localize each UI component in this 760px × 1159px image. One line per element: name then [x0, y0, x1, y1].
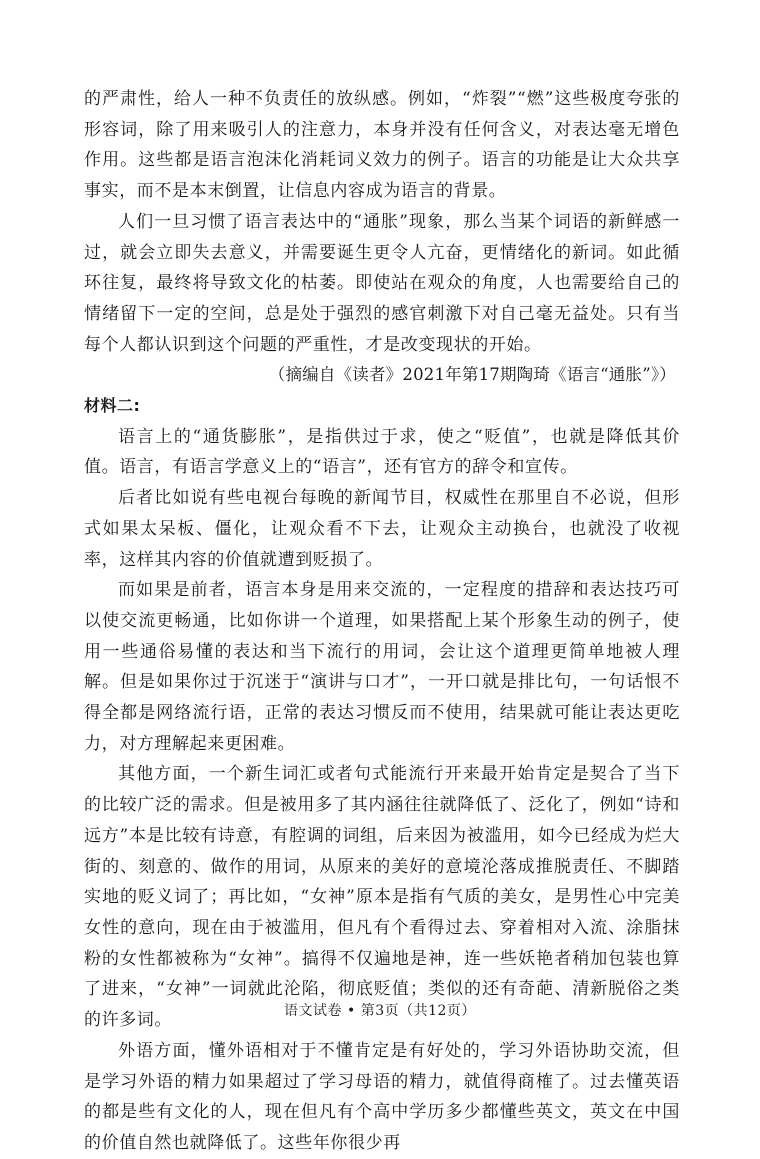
material2-paragraph-4: 其他方面，一个新生词汇或者句式能流行开来最开始肯定是契合了当下的比较广泛的需求。但是被用多了其内涵往往就降低了、泛化了，例如“诗和远方”本是比较有诗意，有腔调的词组，后来因为被滥用，如今已经成为烂大街的、刻意的、做作的用词，从原来的美好的意境沦落成推脱责任、不脚踏实地的贬义词了；再比如，“女神”原本是指有气质的美女，是男性心中完美女性的意向，现在由于被滥用，但凡有个看得过去、穿着相对入流、涂脂抹粉的女性都被称为“女神”。搞得不仅遍地是神，连一些妖艳者稍加包装也算了进来，“女神”一词就此沦陷，彻底贬值；类似的还有奇葩、清新脱俗之类的许多词。 — [84, 764, 680, 1031]
material1-paragraph-2: 人们一旦习惯了语言表达中的“通胀”现象，那么当某个词语的新鲜感一过，就会立即失去意义，并需要诞生更令人亢奋，更情绪化的新词。如此循环往复，最终将导致文化的枯萎。即使站在观众的角度，人也需要给自己的情绪留下一定的空间，总是处于强烈的感官刺激下对自己毫无益处。只有当每个人都认识到这个问题的严重性，才是改变现状的开始。 — [84, 211, 680, 355]
material2-paragraph-1: 语言上的“通货膨胀”，是指供过于求，使之“贬值”，也就是降低其价值。语言，有语言学意义上的“语言”，还有官方的辞令和宣传。 — [84, 426, 680, 478]
exam-page-body — [84, 84, 680, 1159]
material1-source: （摘编自《读者》2021年第17期陶琦《语言“通胀”》） — [268, 365, 676, 385]
material2-paragraph-2: 后者比如说有些电视台每晚的新闻节目，权威性在那里自不必说，但形式如果太呆板、僵化，让观众看不下去，让观众主动换台，也就没了收视率，这样其内容的价值就遭到贬损了。 — [84, 488, 680, 570]
material1-paragraph-1: 的严肃性，给人一种不负责任的放纵感。例如，“炸裂”“燃”这些极度夸张的形容词，除了用来吸引人的注意力，本身并没有任何含义，对表达毫无增色作用。这些都是语言泡沫化消耗词义效力的例子。语言的功能是让大众共享事实，而不是本末倒置，让信息内容成为语言的背景。 — [84, 89, 680, 202]
material2-heading: 材料二: — [84, 396, 141, 416]
page-footer: 语文试卷 • 第3页（共12页） — [284, 1003, 476, 1019]
material2-paragraph-5: 外语方面，懂外语相对于不懂肯定是有好处的，学习外语协助交流，但是学习外语的精力如果超过了学习母语的精力，就值得商榷了。过去懂英语的都是些有文化的人，现在但凡有个高中学历多少都懂些英文，英文在中国的价值自然也就降低了。这些年你很少再 — [84, 1040, 680, 1153]
material2-paragraph-3: 而如果是前者，语言本身是用来交流的，一定程度的措辞和表达技巧可以使交流更畅通，比如你讲一个道理，如果搭配上某个形象生动的例子，使用一些通俗易懂的表达和当下流行的用词，会让这个道理更简单地被人理解。但是如果你过于沉迷于“演讲与口才”，一开口就是排比句，一句话恨不得全都是网络流行语，正常的表达习惯反而不使用，结果就可能让表达更吃力，对方理解起来更困难。 — [84, 580, 680, 754]
